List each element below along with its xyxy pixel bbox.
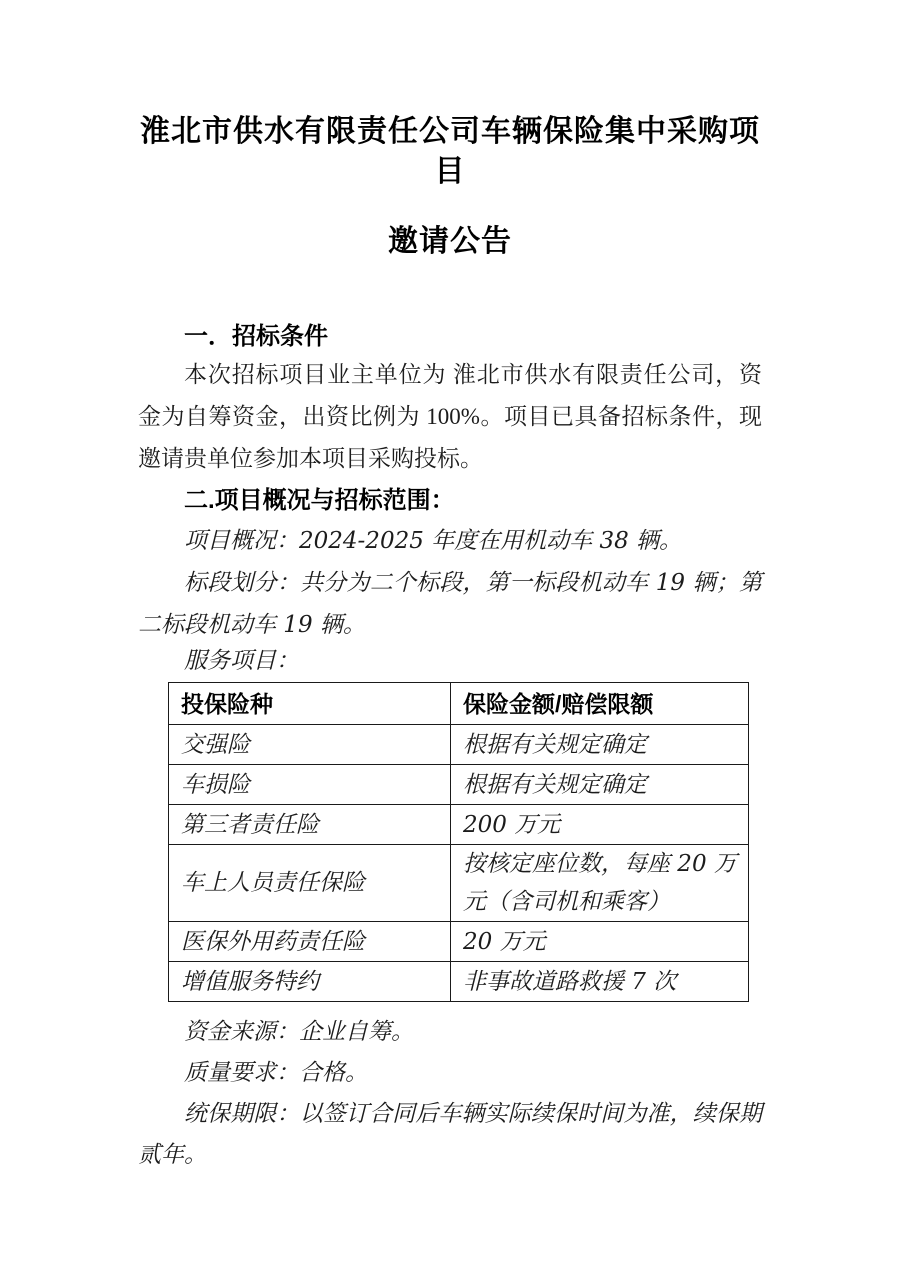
amount-limit-cell: 按核定座位数，每座 20 万元（含司机和乘客） (451, 845, 749, 922)
insurance-type-cell: 医保外用药责任险 (169, 922, 451, 962)
table-row (169, 922, 749, 962)
service-items-label: 服务项目： (184, 648, 299, 674)
insurance-type-cell: 增值服务特约 (169, 962, 451, 1002)
insurance-type-cell: 交强险 (169, 725, 451, 765)
table-header-insurance-type: 投保险种 (169, 683, 451, 725)
table-row (169, 725, 749, 765)
insurance-type-cell: 第三者责任险 (169, 805, 451, 845)
table-row (169, 805, 749, 845)
amount-limit-cell: 非事故道路救援 7 次 (451, 962, 749, 1002)
funding-source-line: 资金来源：企业自筹。 (184, 1019, 414, 1045)
section1-paragraph: 本次招标项目业主单位为 淮北市供水有限责任公司，资金为自筹资金，出资比例为 100%。项目已具备招标条件，现邀请贵单位参加本项目采购投标。 (138, 362, 762, 471)
amount-limit-cell: 200 万元 (451, 805, 749, 845)
document-title-line2: 邀请公告 (388, 225, 512, 258)
amount-limit-cell: 根据有关规定确定 (451, 765, 749, 805)
insurance-type-cell: 车上人员责任保险 (169, 845, 451, 922)
insurance-type-cell: 车损险 (169, 765, 451, 805)
insurance-period-paragraph: 统保期限：以签订合同后车辆实际续保时间为准，续保期贰年。 (138, 1101, 762, 1168)
project-overview-line: 项目概况：2024-2025 年度在用机动车 38 辆。 (184, 528, 683, 554)
amount-limit-cell: 根据有关规定确定 (451, 725, 749, 765)
closing-block (138, 1012, 762, 1176)
document-title-line1: 淮北市供水有限责任公司车辆保险集中采购项目 (140, 115, 760, 188)
quality-requirement-line: 质量要求：合格。 (184, 1060, 368, 1086)
table-header-amount-limit: 保险金额/赔偿限额 (451, 683, 749, 725)
table-row (169, 845, 749, 922)
lot-division-paragraph: 标段划分：共分为二个标段，第一标段机动车 19 辆；第二标段机动车 19 辆。 (138, 570, 762, 638)
section1-heading: 一．招标条件 (184, 323, 328, 350)
section2-heading: 二.项目概况与招标范围： (184, 487, 455, 514)
amount-limit-cell: 20 万元 (451, 922, 749, 962)
insurance-service-table (168, 682, 749, 1002)
table-header-row (169, 683, 749, 725)
table-row (169, 962, 749, 1002)
table-row (169, 765, 749, 805)
